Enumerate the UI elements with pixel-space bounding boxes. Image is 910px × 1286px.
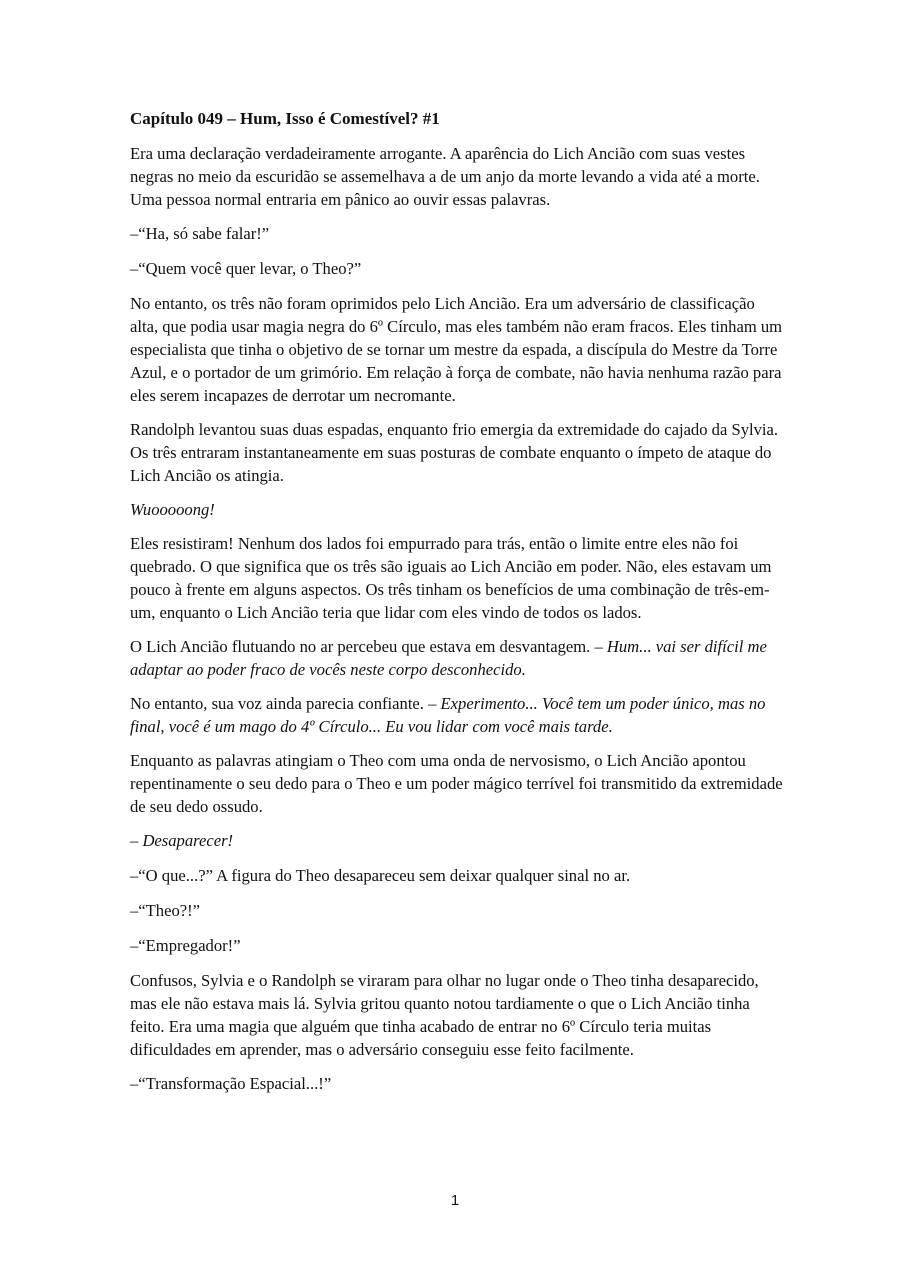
chapter-title: Capítulo 049 – Hum, Isso é Comestível? #1 [130,109,440,128]
paragraph: Enquanto as palavras atingiam o Theo com uma onda de nervosismo, o Lich Ancião apontou repentinamente o seu dedo para o Theo e um poder mágico terrível foi transmitido da extremidade de seu dedo ossudo. [130,751,783,816]
dash-text: – [130,831,143,850]
spoken-text: Hum... vai ser difícil me adaptar ao poder fraco de vocês neste corpo desconhecido. [130,637,767,679]
dialogue-line: –“Theo?!” [130,901,201,920]
paragraph: Randolph levantou suas duas espadas, enquanto frio emergia da extremidade do cajado da Sylvia. Os três entraram instantaneamente em suas posturas de combate enquanto o ímpeto de ataque do Lich Ancião os atingia. [130,420,779,485]
dialogue-line: –“Empregador!” [130,936,241,955]
document-body [130,108,784,1107]
dialogue-line: –“O que...?” A figura do Theo desapareceu sem deixar qualquer sinal no ar. [130,866,631,885]
paragraph: Era uma declaração verdadeiramente arrogante. A aparência do Lich Ancião com suas vestes negras no meio da escuridão se assemelhava a de um anjo da morte levando a vida até a morte. Uma pessoa normal entraria em pânico ao ouvir essas palavras. [130,144,760,209]
paragraph [130,692,784,738]
paragraph [130,635,784,681]
spoken-text: Experimento... Você tem um poder único, mas no final, você é um mago do 4º Círculo... Eu vou lidar com você mais tarde. [130,694,766,736]
narration-text: No entanto, sua voz ainda parecia confiante. – [130,694,441,713]
spoken-text: Desaparecer! [142,831,234,850]
dialogue-line: –“Transformação Espacial...!” [130,1074,332,1093]
dialogue-line [130,829,784,852]
dialogue-line: –“Ha, só sabe falar!” [130,224,270,243]
paragraph: Confusos, Sylvia e o Randolph se viraram para olhar no lugar onde o Theo tinha desaparecido, mas ele não estava mais lá. Sylvia gritou quanto notou tardiamente o que o Lich Ancião tinha feito. Era uma magia que alguém que tinha acabado de entrar no 6º Círculo teria muitas dificuldades em aprender, mas o adversário conseguiu esse feito facilmente. [130,971,759,1059]
page-number: 1 [450,1192,460,1209]
sound-effect: Wuooooong! [130,500,215,519]
paragraph: No entanto, os três não foram oprimidos pelo Lich Ancião. Era um adversário de classificação alta, que podia usar magia negra do 6º Círculo, mas eles também não eram fracos. Eles tinham um especialista que tinha o objetivo de se tornar um mestre da espada, a discípula do Mestre da Torre Azul, e o portador de um grimório. Em relação à força de combate, não havia nenhuma razão para eles serem incapazes de derrotar um necromante. [130,294,783,405]
dialogue-line: –“Quem você quer levar, o Theo?” [130,259,362,278]
paragraph: Eles resistiram! Nenhum dos lados foi empurrado para trás, então o limite entre eles não foi quebrado. O que significa que os três são iguais ao Lich Ancião em poder. Não, eles estavam um pouco à frente em alguns aspectos. Os três tinham os benefícios de uma combinação de três-em-um, enquanto o Lich Ancião teria que lidar com eles vindo de todos os lados. [130,534,772,622]
narration-text: O Lich Ancião flutuando no ar percebeu que estava em desvantagem. – [130,637,607,656]
